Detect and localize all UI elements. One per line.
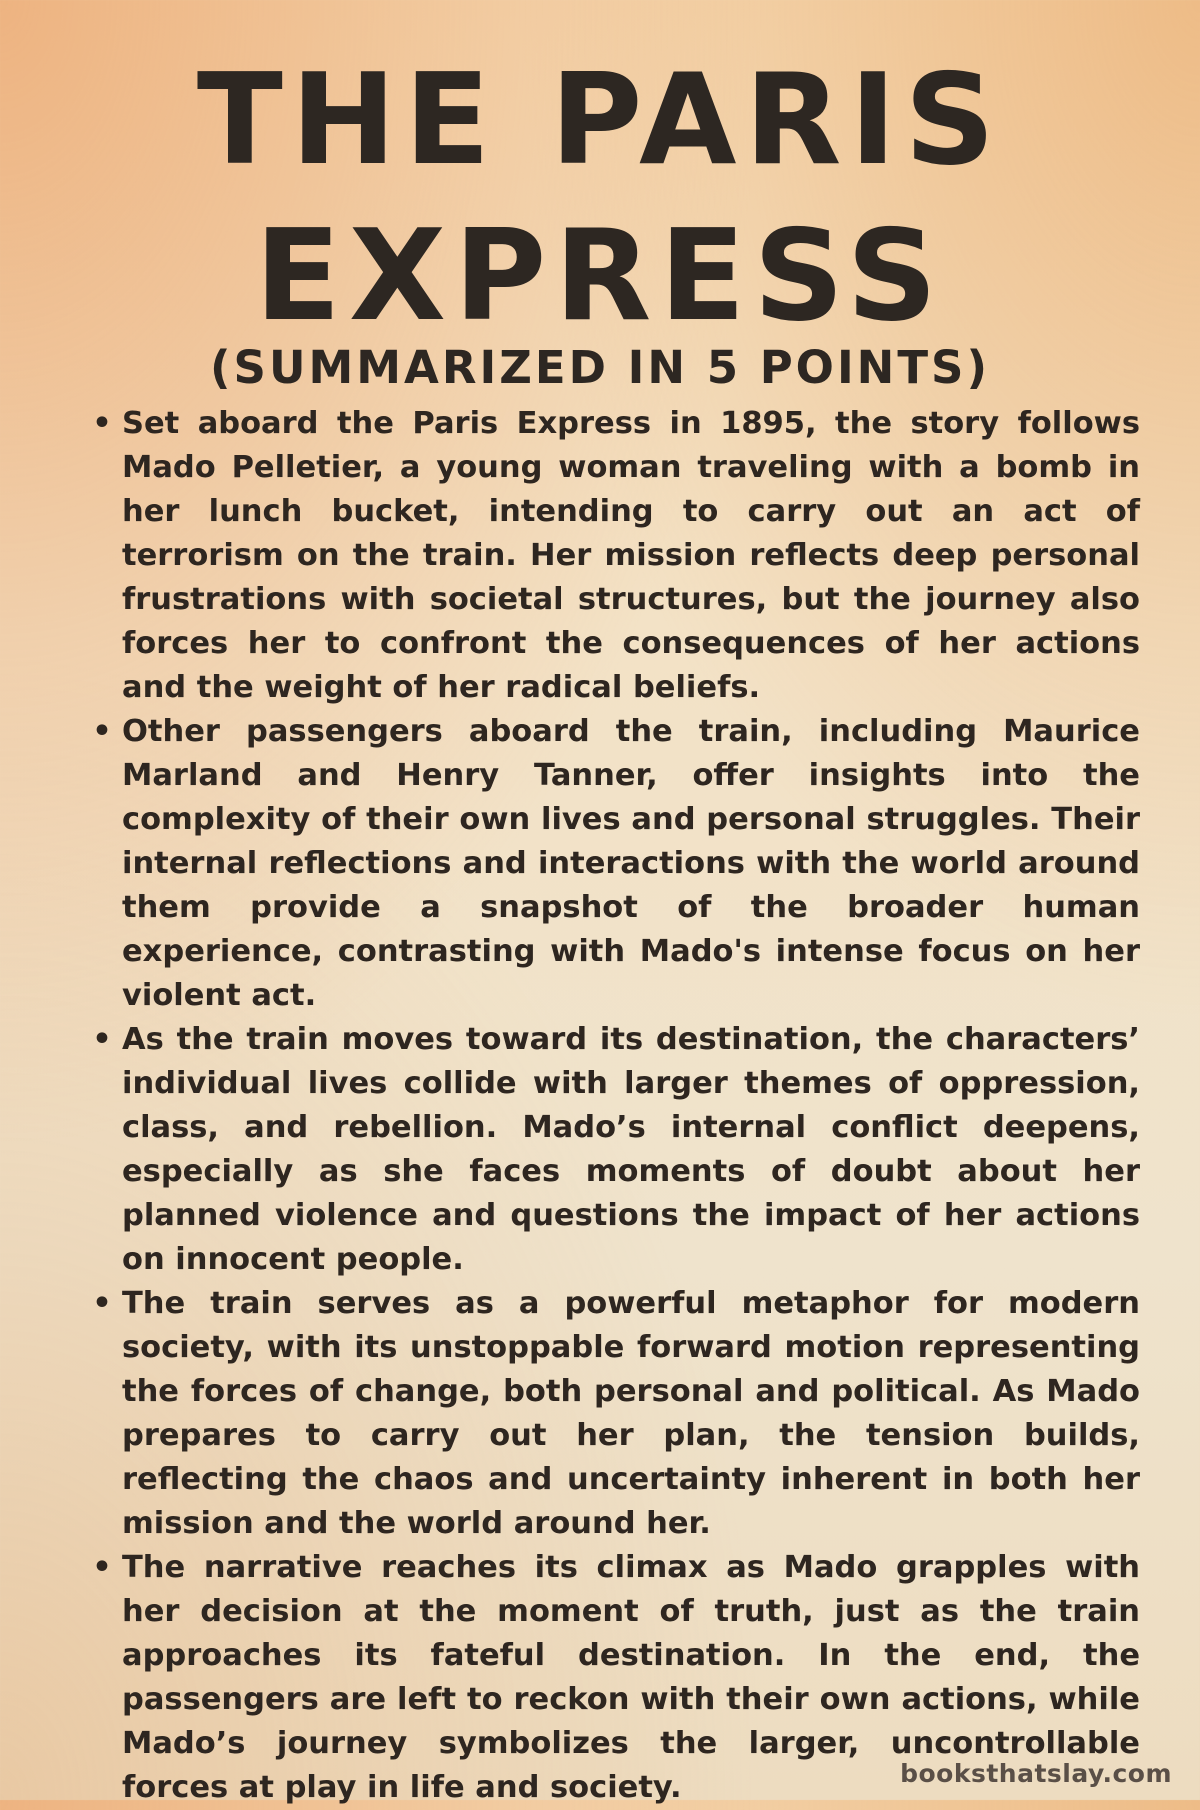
bullet-icon: • xyxy=(92,1550,112,1585)
summary-point-4 xyxy=(78,1282,1140,1546)
summary-point-text: The train serves as a powerful metaphor for modern society, with its unstoppable forward motion representing the forces of change, both personal and political. As Mado prepares to carry out her plan, the tension builds, reflecting the chaos and uncertainty inherent in both her mission and the world around her. xyxy=(122,1286,1140,1541)
summary-point-2 xyxy=(78,710,1140,1018)
title-line-2: EXPRESS xyxy=(254,202,946,349)
summary-point-3 xyxy=(78,1018,1140,1282)
title-line-1: THE PARIS xyxy=(196,46,1004,193)
site-watermark: booksthatslay.com xyxy=(900,1759,1172,1788)
summary-point-text: The narrative reaches its climax as Mado grapples with her decision at the moment of truth, just as the train approaches its fateful destination. In the end, the passengers are left to reckon with their own actions, while Mado’s journey symbolizes the larger, uncontrollable forces at play in life and society. xyxy=(122,1550,1140,1805)
summary-point-1 xyxy=(78,402,1140,710)
summary-points-list xyxy=(78,402,1140,1810)
summary-point-text: As the train moves toward its destination, the characters’ individual lives collide with larger themes of oppression, class, and rebellion. Mado’s internal conflict deepens, especially as she faces moments of doubt about her planned violence and questions the impact of her actions on innocent people. xyxy=(122,1022,1140,1277)
bullet-icon: • xyxy=(92,1022,112,1057)
summary-point-text: Other passengers aboard the train, including Maurice Marland and Henry Tanner, offer insights into the complexity of their own lives and personal struggles. Their internal reflections and interactions with the world around them provide a snapshot of the broader human experience, contrasting with Mado's intense focus on her violent act. xyxy=(122,714,1140,1013)
subtitle: (SUMMARIZED IN 5 POINTS) xyxy=(209,341,991,394)
bullet-icon: • xyxy=(92,714,112,749)
bullet-icon: • xyxy=(92,1286,112,1321)
bullet-icon: • xyxy=(92,406,112,441)
summary-point-text: Set aboard the Paris Express in 1895, the story follows Mado Pelletier, a young woman traveling with a bomb in her lunch bucket, intending to carry out an act of terrorism on the train. Her mission reflects deep personal frustrations with societal structures, but the journey also forces her to confront the consequences of her actions and the weight of her radical beliefs. xyxy=(122,406,1140,705)
